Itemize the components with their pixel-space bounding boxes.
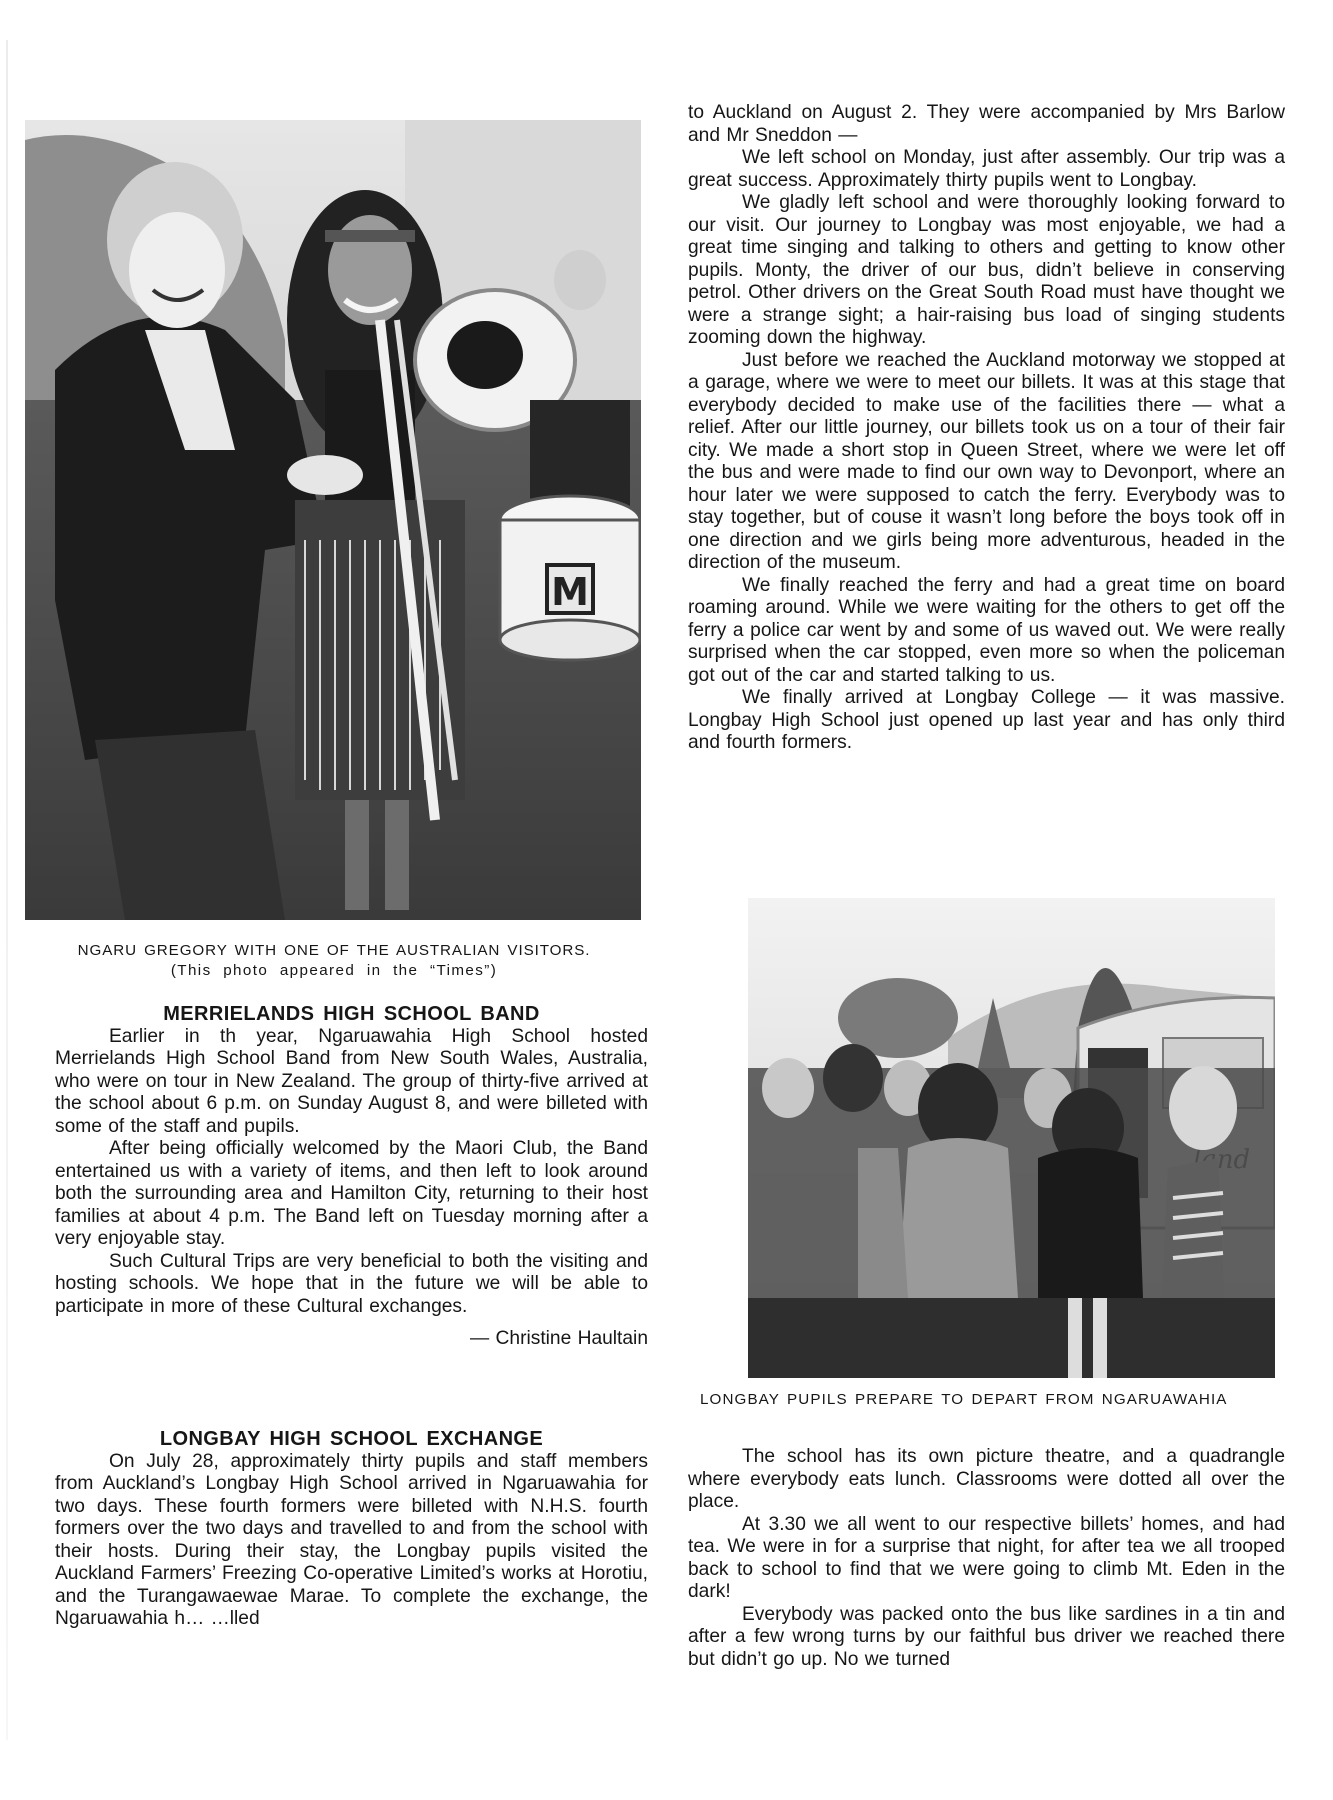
caption-credit: (This photo appeared in the “Times”)	[170, 962, 498, 979]
photo-band-visitors	[25, 120, 641, 920]
photo-band-visitors-image	[25, 120, 641, 920]
article-paragraph: Everybody was packed onto the bus like sardines in a tin and after a few wrong turns by our faithful bus driver we reached there but didn’t go up. No we turned	[688, 1603, 1285, 1670]
photo-caption-band	[40, 941, 628, 981]
article-headline: MERRIELANDS HIGH SCHOOL BAND	[163, 1003, 540, 1025]
photo-longbay-pupils-image	[748, 898, 1275, 1378]
article-paragraph: We gladly left school and were thoroughly looking forward to our visit. Our journey to Longbay was most enjoyable, we had a great time singing and talking to others and getting to know other pupils. Monty, the driver of our bus, didn’t believe in conserving petrol. Other drivers on the Great South Road must have thought we were a strange sight; a hair-raising bus load of singing students zooming down the highway.	[688, 192, 1285, 348]
article-paragraph: Such Cultural Trips are very beneficial to both the visiting and hosting schools. We hope that in the future we will be able to participate in more of these Cultural exchanges.	[55, 1250, 648, 1317]
article-paragraph: At 3.30 we all went to our respective billets’ homes, and had tea. We were in for a surprise that night, for after tea we all trooped back to school to find that we were going to climb Mt. Eden in the dark!	[688, 1513, 1285, 1602]
svg-text:M: M	[551, 570, 589, 614]
article-signature: — Christine Haultain	[470, 1328, 648, 1349]
article-paragraph: Earlier in th year, Ngaruawahia High School hosted Merrielands High School Band from New South Wales, Australia, who were on tour in New Zealand. The group of thirty-five arrived at the school about 6 p.m. on Sunday August 8, and were billeted with some of the staff and pupils.	[55, 1025, 648, 1137]
article-paragraph: to Auckland on August 2. They were accompanied by Mrs Barlow and Mr Sneddon —	[688, 102, 1285, 146]
article-headline: LONGBAY HIGH SCHOOL EXCHANGE	[159, 1428, 544, 1450]
article-longbay-exchange	[55, 1428, 648, 1631]
article-paragraph: On July 28, approximately thirty pupils and staff members from Auckland’s Longbay High School arrived in Ngaruawahia for two days. These fourth formers were billeted with N.H.S. fourth formers over the two days and travelled to and from the school with their hosts. During their stay, the Longbay pupils visited the Auckland Farmers’ Freezing Co-operative Limited’s works at Horotiu, and the Turangawaewae Marae. To complete the exchange, the Ngaruawahia h… …lled	[55, 1450, 648, 1629]
article-paragraph: We finally arrived at Longbay College — it was massive. Longbay High School just opened up last year and has only third and fourth formers.	[688, 687, 1285, 753]
photo-longbay-pupils	[748, 898, 1275, 1378]
article-merrielands	[55, 1003, 648, 1351]
article-paragraph: The school has its own picture theatre, and a quadrangle where everybody eats lunch. Classrooms were dotted all over the place.	[688, 1446, 1285, 1512]
article-longbay-continued-bottom	[688, 1446, 1285, 1671]
photo-caption-longbay: LONGBAY PUPILS PREPARE TO DEPART FROM NGARUAWAHIA	[700, 1391, 1228, 1408]
article-paragraph: We finally reached the ferry and had a great time on board roaming around. While we were waiting for the others to get off the ferry a police car went by and some of us waved out. We were really surprised when the car stopped, even more so when the policeman got out of the car and started talking to us.	[688, 574, 1285, 686]
caption-line: NGARU GREGORY WITH ONE OF THE AUSTRALIAN VISITORS.	[77, 942, 591, 959]
scan-page-edge	[6, 40, 8, 1740]
article-paragraph: Just before we reached the Auckland motorway we stopped at a garage, where we were to meet our billets. It was at this stage that everybody decided to make use of the facilities there — what a relief. After our little journey, our billets took us on a tour of their fair city. We made a short stop in Queen Street, where we were let off the bus and were made to find our own way to Devonport, where an hour later we were supposed to catch the ferry. Everybody was to stay together, but of couse it wasn’t long before the boys took off in one direction and we girls being more adventurous, headed in the direction of the museum.	[688, 349, 1285, 573]
article-paragraph: We left school on Monday, just after assembly. Our trip was a great success. Approximately thirty pupils went to Longbay.	[688, 147, 1285, 191]
article-longbay-continued	[688, 102, 1285, 755]
article-paragraph: After being officially welcomed by the Maori Club, the Band entertained us with a variety of items, and then left to look around both the surrounding area and Hamilton City, returning to their host families at about 4 p.m. The Band left on Tuesday morning after a very enjoyable stay.	[55, 1138, 648, 1249]
